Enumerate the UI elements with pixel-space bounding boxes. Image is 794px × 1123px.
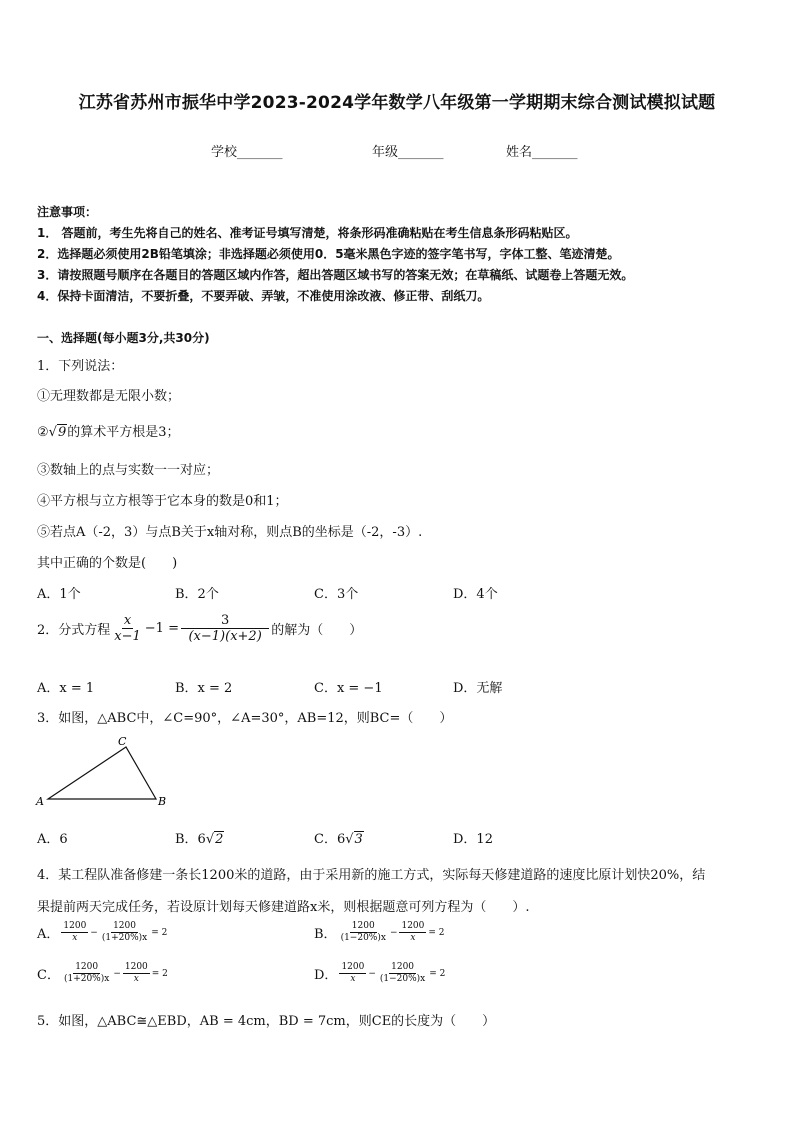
vertex-label-b: B [158,795,167,808]
fraction-denominator: (1−20%)x [379,974,426,984]
fraction-numerator: x [123,613,132,628]
equals-two: = 2 [428,927,445,938]
exam-title: 江苏省苏州市振华中学2023-2024学年数学八年级第一学期期末综合测试模拟试题 [78,93,716,113]
fraction [123,963,150,984]
fraction-numerator: 1200 [351,921,375,931]
equals-two: = 2 [151,968,168,979]
option-label: A． [37,927,60,942]
fraction-numerator: 3 [181,614,269,629]
fraction [339,963,366,984]
vertex-label-c: C [118,735,127,748]
statement-1: ①无理数都是无限小数； [37,389,181,404]
option-a[interactable] [37,922,167,943]
equation-middle: −1 = [144,621,179,636]
option-b[interactable] [175,828,224,847]
option-text: C．6 [314,832,346,847]
option-c[interactable] [37,963,168,984]
option-d[interactable]: D．12 [453,832,493,847]
grade-field: 年级_______ [372,145,444,160]
option-b[interactable] [314,922,445,943]
statement-4: ④平方根与立方根等于它本身的数是0和1； [37,494,288,509]
statement-3: ③数轴上的点与实数一一对应； [37,463,220,478]
fraction [339,922,388,943]
option-b[interactable]: B．2个 [175,587,219,602]
fraction [112,614,143,643]
question-ask: 其中正确的个数是( ) [37,556,178,571]
option-b[interactable]: B．x = 2 [175,681,233,696]
statement-text: 的算术平方根是3； [67,425,180,440]
fraction-denominator: (1+20%)x [101,933,148,943]
question-stem: 1．下列说法： [37,359,124,374]
option-a[interactable]: A．x = 1 [37,681,95,696]
option-c[interactable] [314,828,364,847]
fraction-numerator: 1200 [113,921,136,931]
stem-prefix: 2．分式方程 [37,623,111,638]
fraction [181,614,269,643]
sqrt-symbol: √2 [205,832,224,847]
note-item: 3．请按照题号顺序在各题目的答题区域内作答，超出答题区域书写的答案无效；在草稿纸、试题卷上答题无效。 [37,268,634,282]
note-item: 4．保持卡面清洁，不要折叠，不要弄破、弄皱，不准使用涂改液、修正带、刮纸刀。 [37,289,490,303]
note-item: 2．选择题必须使用2B铅笔填涂；非选择题必须使用0．5毫米黑色字迹的签字笔书写，字体工整、笔迹清楚。 [37,247,620,261]
option-a[interactable]: A．6 [37,832,68,847]
triangle-figure [34,733,174,813]
option-label: B． [314,927,337,942]
question-stem [37,614,362,643]
option-text: B．6 [175,832,206,847]
option-a[interactable]: A．1个 [37,587,81,602]
fraction-numerator: 1200 [124,962,148,972]
fraction-denominator: x−1 [114,629,141,644]
fraction [61,922,88,943]
option-d[interactable]: D．无解 [453,681,503,696]
sqrt-symbol: √9 [48,425,67,440]
equals-two: = 2 [151,927,168,938]
option-c[interactable]: C．3个 [314,587,359,602]
fraction-denominator: (1+20%)x [63,974,110,984]
statement-marker: ② [37,425,49,440]
fraction [62,963,111,984]
fraction-numerator: 1200 [63,921,87,931]
minus-sign: − [368,968,376,979]
fraction-numerator: 1200 [341,962,365,972]
minus-sign: − [90,927,98,938]
question-stem: 3．如图，△ABC中，∠C=90°，∠A=30°，AB=12，则BC=（ ） [37,711,453,726]
radicand: 3 [354,832,363,847]
option-label: D． [314,968,338,983]
fraction-denominator: x [133,974,139,984]
statement-2 [37,421,180,440]
note-item: 1． 答题前，考生先将自己的姓名、准考证号填写清楚，将条形码准确粘贴在考生信息条形码粘贴区。 [37,226,578,240]
equals-two: = 2 [429,968,446,979]
fraction-numerator: 1200 [391,962,415,972]
notes-heading: 注意事项： [37,205,98,219]
option-label: C． [37,968,60,983]
fraction-denominator: (x−1)(x+2) [188,629,262,644]
option-c[interactable]: C．x = −1 [314,681,383,696]
option-d[interactable] [314,963,445,984]
minus-sign: − [113,968,121,979]
question-stem-line-2: 果提前两天完成任务，若设原计划每天修建道路x米，则根据题意可列方程为（ ）. [37,900,530,915]
minus-sign: − [389,927,398,938]
statement-5: ⑤若点A（-2，3）与点B关于x轴对称，则点B的坐标是（-2，-3）. [37,525,423,540]
fraction-denominator: (1−20%)x [340,933,386,943]
fraction-numerator: 1200 [401,921,425,931]
stem-suffix: 的解为（ ） [271,623,363,638]
question-stem-line-1: 4．某工程队准备修建一条长1200米的道路，由于采用新的施工方式，实际每天修建道路的速度比原计划快20%，结 [37,868,706,883]
radicand: 9 [57,425,67,440]
fraction [399,922,426,943]
sqrt-symbol: √3 [345,832,363,847]
name-field: 姓名_______ [506,145,578,160]
fraction-denominator: x [72,933,78,943]
fraction-denominator: x [410,933,416,943]
fraction [100,922,149,943]
triangle-shape [48,747,156,799]
section-heading: 一、选择题(每小题3分,共30分) [37,331,210,345]
radicand: 2 [215,832,224,847]
fraction [378,963,427,984]
fraction-numerator: 1200 [75,962,99,972]
question-5-stem: 5．如图，△ABC≅△EBD，AB = 4cm，BD = 7cm，则CE的长度为（ ） [37,1014,496,1029]
school-field: 学校_______ [211,145,283,160]
option-d[interactable]: D．4个 [453,587,498,602]
vertex-label-a: A [36,795,44,808]
fraction-denominator: x [350,974,356,984]
